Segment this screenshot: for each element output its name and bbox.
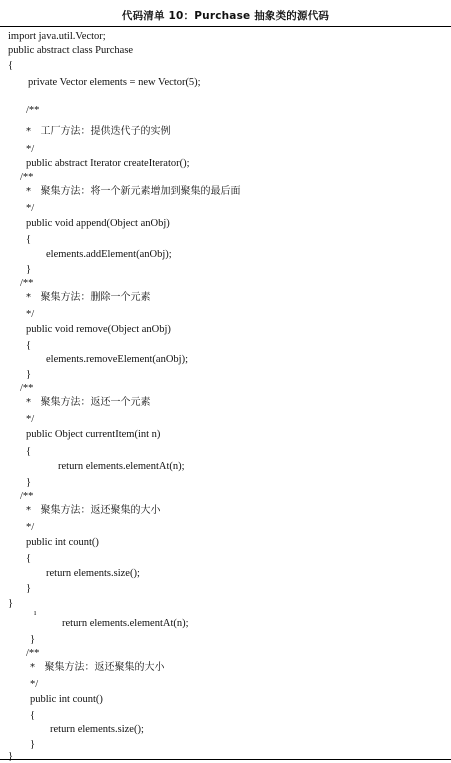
code-line: public void append(Object anObj) [26,218,170,229]
code-line: * 工厂方法：提供迭代子的实例 [26,126,171,137]
code-line: public void remove(Object anObj) [26,324,171,335]
code-line: { [26,234,32,245]
code-line: { [26,446,32,457]
code-line: */ [26,144,35,155]
code-line: return elements.elementAt(n); [62,618,189,629]
code-line: public int count() [30,694,103,705]
code-line: */ [26,414,35,425]
code-line: } [30,739,36,750]
code-line: /** [26,105,40,116]
code-line: { [8,60,14,71]
code-line: * 聚集方法：返还聚集的大小 [30,662,165,673]
code-line: } [26,264,32,275]
code-line: /** [20,491,34,502]
code-line: * 聚集方法：返还聚集的大小 [26,505,161,516]
code-line: elements.removeElement(anObj); [46,354,188,365]
code-line: { [26,553,32,564]
code-line: } [26,477,32,488]
code-line: */ [26,309,35,320]
code-line: return elements.size(); [46,568,140,579]
code-line: public int count() [26,537,99,548]
scan-mark: ı [34,608,37,617]
listing-title: 代码清单 10：Purchase 抽象类的源代码 [121,10,330,22]
code-line: } [30,634,36,645]
code-line: * 聚集方法：删除一个元素 [26,292,151,303]
code-line: elements.addElement(anObj); [46,249,172,260]
code-line: * 聚集方法：返还一个元素 [26,397,151,408]
code-line: /** [20,172,34,183]
code-line: * 聚集方法：将一个新元素增加到聚集的最后面 [26,186,241,197]
code-line: /** [26,648,40,659]
code-line: } [8,598,14,609]
code-line: return elements.size(); [50,724,144,735]
code-line: return elements.elementAt(n); [58,461,185,472]
code-line: public abstract Iterator createIterator(); [26,158,190,169]
code-line: import java.util.Vector; [8,31,106,42]
code-line: /** [20,383,34,394]
code-line: private Vector elements = new Vector(5); [28,77,201,88]
code-line: { [26,340,32,351]
code-line: */ [30,679,39,690]
code-line: public Object currentItem(int n) [26,429,161,440]
code-line: } [8,751,14,762]
code-line: /** [20,278,34,289]
code-line: } [26,583,32,594]
bottom-rule [0,759,451,760]
code-line: */ [26,522,35,533]
code-line: public abstract class Purchase [8,45,134,56]
code-line: { [30,710,36,721]
top-rule [0,26,451,27]
code-line: } [26,369,32,380]
code-line: */ [26,203,35,214]
